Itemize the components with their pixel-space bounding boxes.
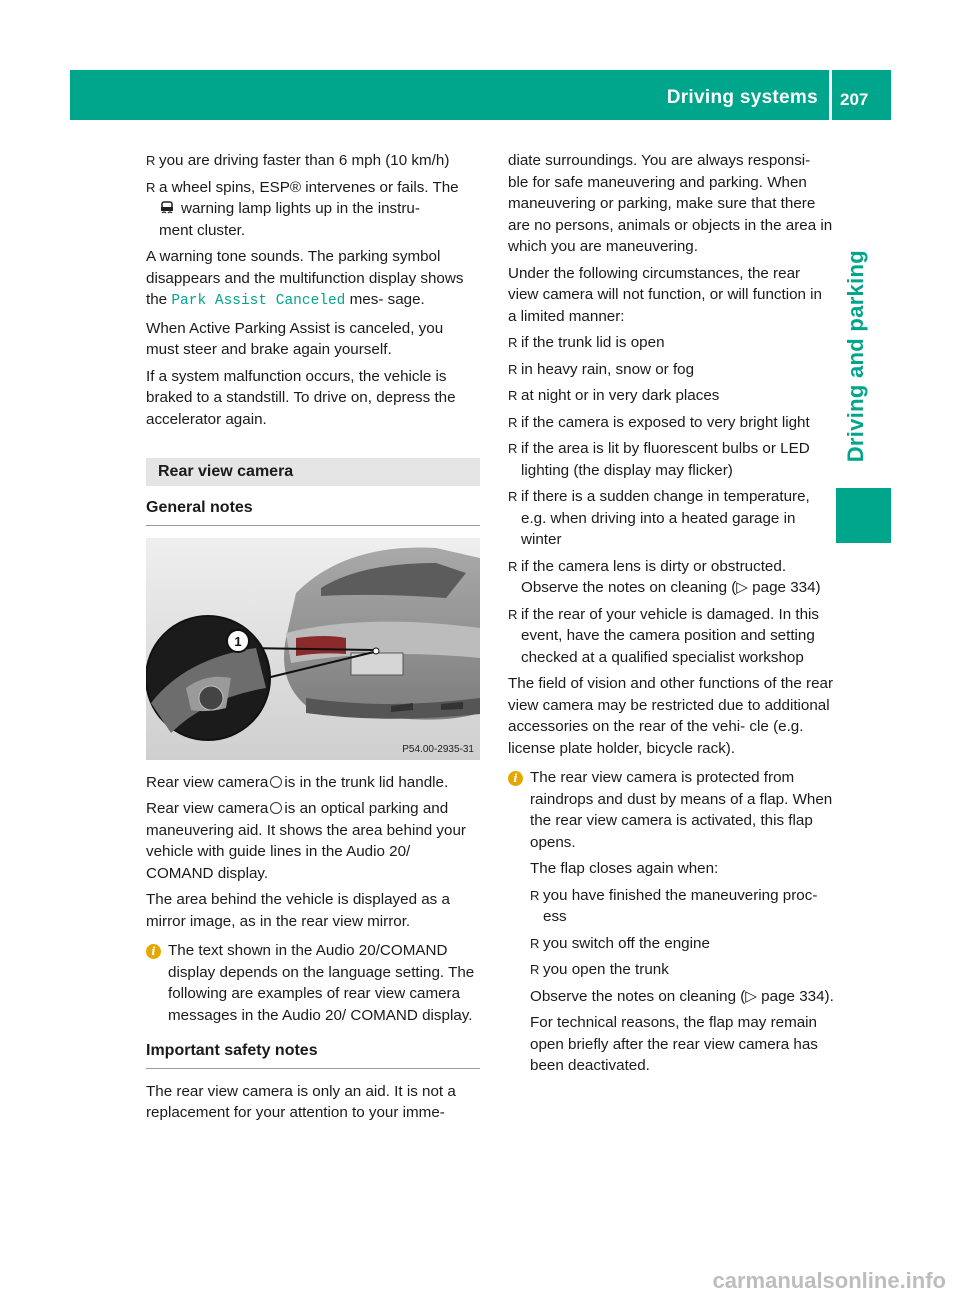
figure-code: P54.00-2935-31 <box>402 743 474 755</box>
bullet-item: R in heavy rain, snow or fog <box>508 360 695 378</box>
paragraph: The field of vision and other functions of the rear view camera may be restricted due to additional accessories on the rear of the vehi- cle (e.g. license plate holder, bicycle rack). <box>508 675 834 757</box>
section-heading: Rear view camera <box>146 458 480 486</box>
paragraph: diate surroundings. You are always responsi- ble for safe maneuvering and parking. When maneuvering or parking, make sure that there are no persons, animals or objects in the area in which you are maneuvering. <box>508 152 833 255</box>
info-note <box>508 767 834 1082</box>
paragraph: If a system malfunction occurs, the vehicle is braked to a standstill. To drive on, depress the accelerator again. <box>146 367 456 428</box>
chapter-side-title <box>845 250 885 470</box>
bullet-item: R if the trunk lid is open <box>508 334 665 351</box>
bullet-item: R you open the trunk <box>530 961 669 978</box>
info-icon: i <box>508 771 523 786</box>
rear-camera-figure <box>146 538 480 760</box>
chapter-marker <box>836 488 891 543</box>
subheading-safety-notes: Important safety notes <box>146 1040 480 1069</box>
bullet-item: R if the area is lit by fluorescent bulbs or LED lighting (the display may flicker) <box>508 440 810 479</box>
figure-caption: Rear view camera is in the trunk lid handle. <box>146 773 449 791</box>
left-column <box>146 150 480 1129</box>
esp-warning-icon <box>159 201 175 215</box>
paragraph: The rear view camera is only an aid. It is not a replacement for your attention to your imme- <box>146 1082 456 1121</box>
callout-1: 1 <box>234 633 242 649</box>
info-note: i The text shown in the Audio 20/COMAND display depends on the language setting. The following are examples of rear view camera messages in the Audio 20/ COMAND display. <box>146 940 480 1026</box>
info-paragraph: For technical reasons, the flap may remain open briefly after the rear view camera has been deactivated. <box>530 1014 818 1074</box>
paragraph: When Active Parking Assist is canceled, you must steer and brake again yourself. <box>146 319 444 358</box>
footer-watermark: carmanualsonline.info <box>712 1268 946 1293</box>
info-paragraph: The flap closes again when: <box>530 860 719 877</box>
car-rear-illustration <box>146 538 480 760</box>
callout-1-icon <box>270 802 282 814</box>
bullet-item: R you are driving faster than 6 mph (10 km/h) <box>146 152 450 169</box>
header-divider <box>829 70 832 120</box>
info-paragraph: Observe the notes on cleaning (▷ page 334). <box>530 987 834 1005</box>
info-icon: i <box>146 944 161 959</box>
info-paragraph: The rear view camera is protected from raindrops and dust by means of a flap. When the rear view camera is activated, this flap opens. <box>530 769 833 851</box>
chapter-side-title-text: Driving and parking <box>843 250 868 463</box>
bullet-item: R if the camera is exposed to very bright light <box>508 413 810 431</box>
page-number: 207 <box>840 90 869 109</box>
right-column <box>508 150 834 1087</box>
bullet-item: R you have finished the maneuvering proc- ess <box>530 886 818 925</box>
bullet-item: R if the camera lens is dirty or obstructed. Observe the notes on cleaning (▷ page 334) <box>508 557 821 596</box>
subheading-general-notes: General notes <box>146 497 480 526</box>
bullet-item: R at night or in very dark places <box>508 387 720 404</box>
paragraph: The area behind the vehicle is displayed as a mirror image, as in the rear view mirror. <box>146 891 450 930</box>
paragraph: Under the following circumstances, the rear view camera will not function, or will function in a limited manner: <box>508 264 823 325</box>
bullet-item: R if there is a sudden change in temperature, e.g. when driving into a heated garage in winter <box>508 488 810 548</box>
paragraph: Rear view camera is an optical parking and maneuvering aid. It shows the area behind your vehicle with guide lines in the Audio 20/ COMAND display. <box>146 800 466 882</box>
bullet-item: R you switch off the engine <box>530 934 710 952</box>
bullet-item: R a wheel spins, ESP® intervenes or fails. The warning lamp lights up in the instru- ment cluster. <box>146 178 459 239</box>
bullet-item: R if the rear of your vehicle is damaged. In this event, have the camera position and setting checked at a qualified specialist workshop <box>508 605 819 666</box>
paragraph: A warning tone sounds. The parking symbol disappears and the multifunction display shows the Park Assist Canceled mes- sage. <box>146 248 464 309</box>
callout-1-icon <box>270 776 282 788</box>
display-message: Park Assist Canceled <box>171 293 346 309</box>
page-section-title: Driving systems <box>666 87 818 108</box>
